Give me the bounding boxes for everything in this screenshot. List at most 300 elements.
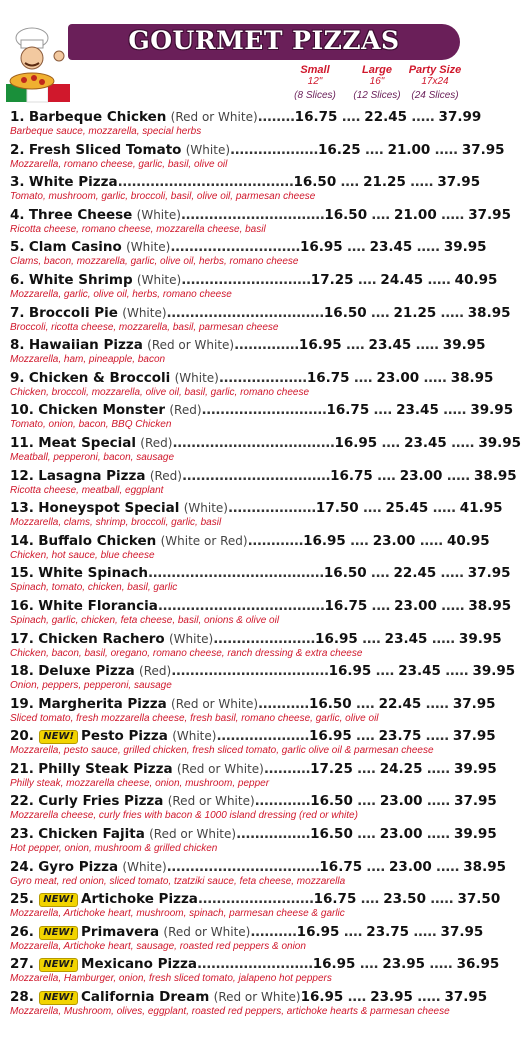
leader-dots: .....: [422, 793, 455, 810]
item-name: Three Cheese: [28, 206, 133, 223]
pizza-menu-list: [10, 108, 521, 1032]
menu-item: [10, 532, 490, 565]
price-party: 38.95: [473, 467, 517, 484]
item-name: Chicken Fajita: [38, 826, 145, 843]
menu-item: [10, 108, 482, 141]
item-number: 7.: [10, 304, 25, 321]
menu-item: [10, 369, 494, 402]
item-sauce-option: (Red or White): [167, 794, 255, 809]
price-large: 23.45: [368, 337, 412, 354]
size-name: Large: [362, 64, 392, 76]
menu-item-line: [10, 206, 511, 224]
item-description: Mozzarella, Mushroom, olives, eggplant, roasted red peppers, artichoke hearts & parmesan cheese: [10, 1006, 450, 1018]
item-description: Ricotta cheese, meatball, eggplant: [10, 484, 164, 496]
item-description: Sliced tomato, fresh mozzarella cheese, fresh basil, romano cheese, garlic, olive oil: [10, 712, 379, 724]
price-large: 23.45: [398, 663, 441, 680]
menu-item: [10, 401, 514, 434]
price-small: 16.95: [296, 923, 340, 940]
price-party: 39.95: [443, 239, 487, 256]
leader-dots: ....: [353, 271, 381, 288]
price-party: 37.50: [457, 891, 501, 908]
item-name: Primavera: [81, 923, 160, 940]
leader-dots: .....: [412, 989, 445, 1006]
price-party: 37.95: [468, 206, 511, 223]
price-small: 16.75: [319, 858, 363, 875]
leader-dots: ...................: [218, 369, 307, 386]
price-party: 36.95: [456, 956, 500, 973]
leader-dots: ...................: [227, 500, 316, 517]
menu-item: [10, 304, 511, 337]
price-small: 17.50: [315, 500, 359, 517]
menu-item: [10, 271, 498, 304]
price-small: 16.75: [313, 891, 357, 908]
leader-dots: ....: [358, 500, 386, 517]
leader-dots: .....: [422, 760, 455, 777]
menu-item: [10, 499, 503, 532]
item-name: Broccoli Pie: [28, 304, 118, 321]
item-number: 5.: [10, 239, 25, 256]
leader-dots: ..........: [263, 760, 311, 777]
item-description: Barbeque sauce, mozzarella, special herbs: [10, 126, 202, 137]
price-party: 38.95: [468, 597, 512, 614]
price-party: 39.95: [454, 826, 497, 843]
size-party-header: [402, 64, 468, 102]
item-sauce-option: (White): [185, 142, 231, 157]
price-small: 16.50: [310, 793, 353, 810]
item-description: Onion, peppers, pepperoni, sausage: [10, 680, 172, 692]
item-number: 18.: [10, 663, 34, 680]
leader-dots: ..............: [234, 337, 299, 354]
price-party: 37.95: [452, 728, 496, 745]
leader-dots: ....: [352, 793, 380, 810]
item-sauce-option: (Red or White): [149, 827, 237, 842]
leader-dots: .....: [436, 565, 468, 582]
price-party: 37.95: [444, 989, 488, 1006]
item-name: White Pizza: [28, 174, 118, 191]
new-badge: NEW!: [39, 730, 78, 744]
menu-item-line: [10, 173, 481, 191]
menu-item-line: [10, 760, 497, 778]
price-small: 16.50: [310, 826, 353, 843]
leader-dots: .....: [412, 239, 444, 256]
leader-dots: ....: [367, 597, 395, 614]
price-party: 39.95: [454, 760, 497, 777]
item-description: Mozzarella, ham, pineapple, bacon: [10, 354, 166, 366]
leader-dots: ....: [336, 174, 364, 191]
leader-dots: .....: [427, 630, 459, 647]
price-small: 16.50: [324, 206, 368, 223]
leader-dots: ....: [337, 109, 365, 125]
item-sauce-option: (Red): [139, 664, 172, 679]
leader-dots: ....: [345, 532, 373, 549]
new-badge: NEW!: [39, 893, 78, 907]
size-slices: (24 Slices): [411, 90, 459, 101]
leader-dots: ....: [343, 989, 371, 1006]
price-party: 37.99: [438, 109, 482, 125]
leader-dots: .....: [423, 271, 455, 288]
item-number: 28.: [10, 989, 34, 1006]
menu-item: [10, 467, 517, 500]
menu-item-line: [10, 434, 521, 452]
new-badge: NEW!: [39, 926, 78, 940]
item-name: Buffalo Chicken: [38, 532, 157, 549]
leader-dots: .....: [421, 695, 453, 712]
leader-dots: ......................: [213, 630, 316, 647]
menu-item: [10, 336, 486, 369]
leader-dots: ....: [356, 891, 384, 908]
leader-dots: ................................: [181, 467, 331, 484]
menu-item-line: [10, 532, 490, 550]
item-description: Spinach, tomato, chicken, basil, garlic: [10, 582, 178, 594]
item-name: Philly Steak Pizza: [38, 760, 173, 777]
item-number: 13.: [10, 500, 34, 517]
price-party: 37.95: [461, 141, 505, 158]
price-large: 23.50: [383, 891, 426, 908]
price-large: 22.45: [364, 109, 407, 125]
menu-item-line: [10, 662, 516, 680]
item-description: Ricotta cheese, romano cheese, mozzarella cheese, basil: [10, 223, 266, 235]
leader-dots: .....: [405, 174, 438, 191]
item-sauce-option: (Red or White): [163, 924, 251, 939]
item-sauce-option: (White): [172, 729, 217, 744]
price-large: 23.75: [366, 923, 409, 940]
item-number: 2.: [10, 141, 25, 158]
leader-dots: ....: [369, 402, 397, 419]
menu-item-line: [10, 727, 496, 745]
menu-item-line: [10, 597, 512, 615]
price-large: 23.00: [394, 597, 437, 614]
leader-dots: ......................................: [148, 565, 324, 582]
price-large: 21.25: [393, 304, 437, 321]
item-name: Honeyspot Special: [38, 500, 180, 517]
menu-item: [10, 597, 512, 630]
item-number: 24.: [10, 858, 34, 875]
price-large: 23.75: [378, 728, 422, 745]
item-description: Mozzarella, romano cheese, garlic, basil, olive oil: [10, 158, 228, 170]
size-dimension: 17x24: [421, 76, 449, 87]
menu-item-line: [10, 988, 488, 1006]
leader-dots: ....: [352, 826, 380, 843]
price-small: 16.75: [294, 109, 338, 125]
menu-item-line: [10, 564, 511, 582]
item-sauce-option: (Red): [149, 468, 182, 483]
price-small: 16.75: [330, 467, 373, 484]
leader-dots: .....: [436, 597, 469, 614]
item-description: Tomato, onion, bacon, BBQ Chicken: [10, 419, 172, 431]
size-dimension: 12": [307, 76, 323, 87]
item-number: 9.: [10, 369, 25, 386]
chef-logo-icon: [2, 26, 74, 106]
menu-item: [10, 662, 516, 695]
price-large: 21.00: [394, 206, 437, 223]
leader-dots: .....: [422, 826, 455, 843]
price-small: 16.50: [293, 174, 337, 191]
menu-item: [10, 890, 501, 923]
leader-dots: .....: [407, 109, 439, 125]
price-small: 17.25: [310, 271, 354, 288]
price-small: 16.75: [324, 597, 368, 614]
leader-dots: ....: [342, 239, 370, 256]
menu-item: [10, 173, 481, 206]
price-small: 16.25: [317, 141, 361, 158]
size-slices: (12 Slices): [353, 90, 401, 101]
item-number: 11.: [10, 434, 34, 451]
menu-item-line: [10, 304, 511, 322]
item-description: Gyro meat, red onion, sliced tomato, tzatziki sauce, feta cheese, mozzarella: [10, 875, 346, 887]
item-sauce-option: (White): [122, 305, 167, 320]
item-number: 26.: [10, 923, 34, 940]
leader-dots: ...................: [230, 141, 318, 158]
price-large: 24.45: [380, 271, 424, 288]
item-sauce-option: (Red or White): [176, 761, 264, 776]
item-name: White Florancia: [38, 597, 158, 614]
price-large: 23.95: [382, 956, 426, 973]
menu-item: [10, 988, 488, 1032]
title-banner: [68, 24, 460, 60]
item-number: 17.: [10, 630, 34, 647]
item-number: 6.: [10, 271, 25, 288]
item-name: Gyro Pizza: [38, 858, 119, 875]
price-small: 16.50: [323, 565, 367, 582]
price-large: 23.45: [396, 402, 439, 419]
price-large: 23.45: [384, 630, 428, 647]
menu-item-line: [10, 499, 503, 517]
price-large: 22.45: [378, 695, 422, 712]
leader-dots: ..................................: [166, 304, 324, 321]
leader-dots: ....: [357, 630, 385, 647]
item-description: Hot pepper, onion, mushroom & grilled chicken: [10, 843, 218, 855]
item-number: 25.: [10, 891, 34, 908]
leader-dots: ............................: [181, 271, 311, 288]
item-number: 12.: [10, 467, 34, 484]
item-description: Clams, bacon, mozzarella, garlic, olive oil, herbs, romano cheese: [10, 256, 299, 268]
item-sauce-option: (White): [122, 859, 167, 874]
item-description: Broccoli, ricotta cheese, mozzarella, basil, parmesan cheese: [10, 321, 279, 333]
item-description: Mozzarella, Hamburger, onion, fresh sliced tomato, jalapeno hot peppers: [10, 973, 332, 985]
menu-item-line: [10, 825, 497, 843]
menu-item: [10, 923, 484, 956]
leader-dots: .....: [436, 304, 468, 321]
item-name: White Spinach: [38, 565, 149, 582]
item-number: 20.: [10, 728, 34, 745]
price-small: 16.95: [299, 239, 343, 256]
price-small: 16.50: [308, 695, 352, 712]
price-large: 23.45: [404, 434, 447, 451]
price-party: 37.95: [452, 695, 496, 712]
new-badge: NEW!: [39, 991, 78, 1005]
item-number: 16.: [10, 597, 34, 614]
price-large: 23.00: [379, 826, 423, 843]
item-name: Mexicano Pizza: [81, 956, 197, 973]
menu-item: [10, 630, 502, 663]
menu-item-line: [10, 271, 498, 289]
item-number: 22.: [10, 793, 34, 810]
leader-dots: ............................: [170, 239, 300, 256]
menu-item-line: [10, 401, 514, 419]
leader-dots: .....: [438, 402, 471, 419]
menu-item-line: [10, 467, 517, 485]
price-party: 40.95: [447, 532, 490, 549]
leader-dots: ..................................: [171, 663, 329, 680]
item-number: 19.: [10, 695, 34, 712]
price-small: 16.95: [315, 630, 358, 647]
item-name: Chicken Rachero: [38, 630, 165, 647]
price-party: 41.95: [459, 500, 503, 517]
item-description: Chicken, broccoli, mozzarella, olive oil, basil, garlic, romano cheese: [10, 386, 310, 398]
price-small: 16.50: [323, 304, 367, 321]
price-small: 16.95: [300, 989, 344, 1006]
leader-dots: ....: [341, 337, 369, 354]
leader-dots: ...........................: [201, 402, 327, 419]
leader-dots: ....: [371, 663, 399, 680]
price-large: 21.25: [363, 174, 406, 191]
leader-dots: .....: [428, 500, 460, 517]
menu-item: [10, 564, 511, 597]
menu-item: [10, 825, 497, 858]
item-description: Mozzarella cheese, curly fries with bacon & 1000 island dressing (red or white): [10, 810, 358, 822]
price-large: 25.45: [385, 500, 429, 517]
leader-dots: ....: [362, 858, 390, 875]
price-large: 23.45: [369, 239, 413, 256]
item-description: Mozzarella, pesto sauce, grilled chicken, fresh sliced tomato, garlic olive oil & parmesan cheese: [10, 745, 434, 757]
item-name: Clam Casino: [28, 239, 122, 256]
item-name: White Shrimp: [28, 271, 133, 288]
size-name: Party Size: [408, 64, 462, 76]
leader-dots: ....................: [216, 728, 310, 745]
leader-dots: ....: [367, 206, 395, 223]
item-description: Chicken, bacon, basil, oregano, romano cheese, ranch dressing & extra cheese: [10, 647, 363, 659]
leader-dots: ....: [372, 467, 400, 484]
item-name: Curly Fries Pizza: [38, 793, 164, 810]
item-description: Mozzarella, Artichoke heart, mushroom, spinach, parmesan cheese & garlic: [10, 908, 345, 920]
leader-dots: ............: [254, 793, 311, 810]
item-number: 21.: [10, 760, 34, 777]
price-party: 39.95: [470, 402, 514, 419]
leader-dots: .....: [419, 369, 451, 386]
menu-item: [10, 858, 506, 891]
item-name: Hawaiian Pizza: [28, 337, 143, 354]
price-party: 39.95: [442, 337, 486, 354]
size-dimension: 16": [369, 76, 385, 87]
new-badge: NEW!: [39, 958, 78, 972]
price-small: 16.95: [309, 728, 352, 745]
menu-item-line: [10, 336, 486, 354]
leader-dots: .....: [425, 891, 458, 908]
item-description: Spinach, garlic, chicken, feta cheese, basil, onions & olive oil: [10, 614, 280, 626]
leader-dots: ....: [339, 923, 367, 940]
item-name: Fresh Sliced Tomato: [28, 141, 182, 158]
leader-dots: ....: [355, 956, 383, 973]
item-number: 10.: [10, 402, 34, 419]
item-sauce-option: (Red): [140, 435, 173, 450]
menu-item-line: [10, 238, 487, 256]
leader-dots: .................................: [166, 858, 320, 875]
price-small: 16.95: [303, 532, 346, 549]
leader-dots: .....: [415, 532, 447, 549]
price-large: 22.45: [393, 565, 437, 582]
leader-dots: ............: [247, 532, 304, 549]
price-party: 40.95: [454, 271, 498, 288]
leader-dots: ....: [366, 304, 394, 321]
item-description: Mozzarella, garlic, olive oil, herbs, romano cheese: [10, 288, 232, 300]
menu-item-line: [10, 108, 482, 126]
menu-item-line: [10, 369, 494, 387]
price-party: 38.95: [467, 304, 511, 321]
leader-dots: .....: [442, 467, 474, 484]
menu-item: [10, 792, 497, 825]
item-sauce-option: (White): [126, 240, 171, 255]
price-party: 39.95: [458, 630, 502, 647]
price-party: 38.95: [463, 858, 506, 875]
item-name: California Dream: [81, 989, 210, 1006]
item-number: 27.: [10, 956, 34, 973]
menu-item-line: [10, 630, 502, 648]
menu-item-line: [10, 923, 484, 941]
price-party: 39.95: [478, 434, 521, 451]
price-party: 37.95: [467, 565, 511, 582]
item-name: Barbeque Chicken: [28, 109, 167, 125]
item-description: Mozzarella, clams, shrimp, broccoli, garlic, basil: [10, 517, 222, 529]
price-party: 38.95: [450, 369, 494, 386]
item-number: 1.: [10, 109, 25, 125]
leader-dots: .....: [436, 206, 469, 223]
menu-item-line: [10, 792, 497, 810]
price-large: 23.00: [372, 532, 416, 549]
item-name: Margherita Pizza: [38, 695, 167, 712]
leader-dots: .....: [421, 728, 453, 745]
leader-dots: .....: [409, 923, 441, 940]
leader-dots: ...................................: [172, 434, 335, 451]
price-party: 37.95: [440, 923, 484, 940]
item-sauce-option: (White): [136, 207, 181, 222]
leader-dots: ....: [360, 141, 388, 158]
item-description: Chicken, hot sauce, blue cheese: [10, 549, 155, 561]
size-slices: (8 Slices): [294, 90, 336, 101]
price-large: 21.00: [387, 141, 431, 158]
leader-dots: ....: [351, 695, 379, 712]
menu-item: [10, 238, 487, 271]
price-large: 23.00: [376, 369, 420, 386]
size-large-header: [344, 64, 410, 102]
item-description: Meatball, pepperoni, bacon, sausage: [10, 451, 175, 463]
price-large: 23.95: [370, 989, 413, 1006]
size-name: Small: [300, 64, 330, 76]
page-title: GOURMET PIZZAS: [128, 26, 400, 55]
item-description: Philly steak, mozzarella cheese, onion, mushroom, pepper: [10, 777, 270, 789]
menu-item: [10, 955, 500, 988]
item-name: Chicken Monster: [38, 402, 166, 419]
price-small: 16.95: [334, 434, 378, 451]
menu-item-line: [10, 955, 500, 973]
menu-item: [10, 727, 496, 760]
leader-dots: .....: [430, 141, 462, 158]
leader-dots: ....: [352, 760, 380, 777]
leader-dots: .....: [440, 663, 473, 680]
price-small: 16.95: [312, 956, 356, 973]
item-number: 14.: [10, 532, 34, 549]
leader-dots: .....: [411, 337, 443, 354]
menu-item-line: [10, 141, 505, 159]
leader-dots: ................: [236, 826, 311, 843]
price-small: 16.95: [328, 663, 372, 680]
menu-item: [10, 206, 511, 239]
leader-dots: ....: [349, 369, 377, 386]
leader-dots: ...........: [258, 695, 309, 712]
price-party: 39.95: [472, 663, 516, 680]
item-sauce-option: (Red or White): [171, 696, 259, 711]
leader-dots: ......................................: [117, 174, 294, 191]
menu-item-line: [10, 695, 496, 713]
